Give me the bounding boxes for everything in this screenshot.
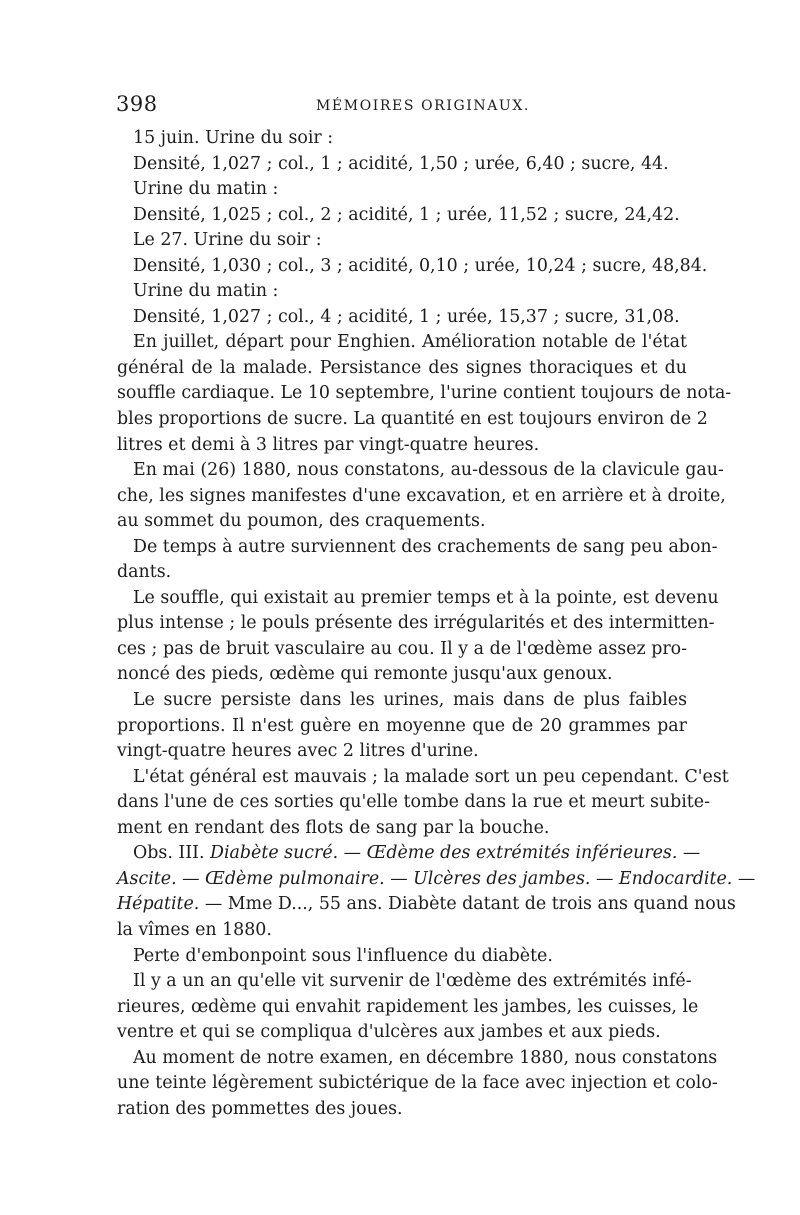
text-line: Densité, 1,030 ; col., 3 ; acidité, 0,10 ; urée, 10,24 ; sucre, 48,84. <box>133 255 708 276</box>
paragraph <box>117 254 708 280</box>
text-line: Le souffle, qui existait au premier temps et à la pointe, est devenu <box>133 587 719 608</box>
text-line: Densité, 1,025 ; col., 2 ; acidité, 1 ; urée, 11,52 ; sucre, 24,42. <box>133 204 680 225</box>
text-line: vingt-quatre heures avec 2 litres d'urine. <box>117 741 479 762</box>
paragraph <box>117 330 732 458</box>
text-line: plus intense ; le pouls présente des irrégularités et des intermitten- <box>117 613 715 634</box>
text-line: Urine du matin : <box>133 281 279 302</box>
observation-title-cont: Ascite. — Œdème pulmonaire. — Ulcères des jambes. — Endocardite. — <box>117 868 756 889</box>
text-line: proportions. Il n'est guère en moyenne que de 20 grammes par <box>117 715 687 736</box>
text-line: rieures, œdème qui envahit rapidement les jambes, les cuisses, le <box>117 996 699 1017</box>
text-line: Le sucre persiste dans les urines, mais dans de plus faibles <box>133 690 687 711</box>
text-line: litres et demi à 3 litres par vingt-quatre heures. <box>117 434 540 455</box>
text-line: ment en rendant des flots de sang par la bouche. <box>117 817 550 838</box>
paragraph <box>117 152 687 178</box>
body-text <box>117 126 756 1122</box>
paragraph <box>117 228 687 254</box>
paragraph <box>117 535 718 586</box>
paragraph <box>117 458 726 535</box>
paragraphs-after <box>117 944 718 1123</box>
observation-patient: — Mme D..., 55 ans. Diabète datant de trois ans quand nous <box>199 894 736 915</box>
text-line: En juillet, départ pour Enghien. Amélioration notable de l'état <box>133 332 687 353</box>
text-line: L'état général est mauvais ; la malade sort un peu cependant. C'est <box>133 766 729 787</box>
paragraph <box>117 765 729 842</box>
paragraph <box>117 969 699 1046</box>
text-line <box>117 867 756 893</box>
text-line: dans l'une de ces sorties qu'elle tombe dans la rue et meurt subite- <box>117 792 710 813</box>
text-line: En mai (26) 1880, nous constatons, au-dessous de la clavicule gau- <box>133 460 724 481</box>
paragraph <box>117 688 687 765</box>
text-line: une teinte légèrement subictérique de la face avec injection et colo- <box>117 1073 718 1094</box>
text-line: souffle cardiaque. Le 10 septembre, l'urine contient toujours de nota- <box>117 383 732 404</box>
text-line: Densité, 1,027 ; col., 4 ; acidité, 1 ; urée, 15,37 ; sucre, 31,08. <box>133 306 680 327</box>
observation-title-end: Hépatite. <box>117 894 200 915</box>
text-line: Le 27. Urine du soir : <box>133 230 322 251</box>
text-line <box>117 892 736 918</box>
text-line: Urine du matin : <box>133 179 279 200</box>
running-head: MÉMOIRES ORIGINAUX. <box>316 98 530 114</box>
text-line: ration des pommettes des joues. <box>117 1098 403 1119</box>
page-number: 398 <box>116 92 158 116</box>
page-header <box>116 92 688 122</box>
text-line: dants. <box>117 562 172 583</box>
text-line: De temps à autre surviennent des crachements de sang peu abon- <box>133 536 718 557</box>
text-line: Perte d'embonpoint sous l'influence du diabète. <box>133 945 553 966</box>
text-line: au sommet du poumon, des craquements. <box>117 511 486 532</box>
text-line: Il y a un an qu'elle vit survenir de l'œdème des extrémités infé- <box>133 971 692 992</box>
paragraph <box>117 279 687 305</box>
text-line: Densité, 1,027 ; col., 1 ; acidité, 1,50 ; urée, 6,40 ; sucre, 44. <box>133 153 669 174</box>
text-line: Au moment de notre examen, en décembre 1880, nous constatons <box>133 1047 718 1068</box>
text-line: che, les signes manifestes d'une excavation, et en arrière et à droite, <box>117 485 726 506</box>
text-line: bles proportions de sucre. La quantité en est toujours environ de 2 <box>117 409 708 430</box>
paragraph <box>117 1046 718 1123</box>
paragraph <box>117 586 719 688</box>
text-line: 15 juin. Urine du soir : <box>133 128 334 148</box>
paragraph <box>117 126 687 152</box>
paragraph <box>117 305 687 331</box>
paragraph <box>117 944 687 970</box>
text-line: ventre et qui se compliqua d'ulcères aux jambes et aux pieds. <box>117 1022 661 1043</box>
text-line: général de la malade. Persistance des signes thoraciques et du <box>117 357 687 378</box>
paragraphs-before <box>117 126 732 841</box>
text-line: ces ; pas de bruit vasculaire au cou. Il y a de l'œdème assez pro- <box>117 638 687 659</box>
paragraph <box>117 177 687 203</box>
observation-heading <box>117 841 756 943</box>
observation-title: Diabète sucré. — Œdème des extrémités inférieures. — <box>210 843 701 864</box>
text-line: la vîmes en 1880. <box>117 919 272 940</box>
text-line <box>117 841 701 867</box>
observation-label: Obs. III. <box>133 843 205 864</box>
text-line: noncé des pieds, œdème qui remonte jusqu'aux genoux. <box>117 664 613 685</box>
paragraph <box>117 203 687 229</box>
